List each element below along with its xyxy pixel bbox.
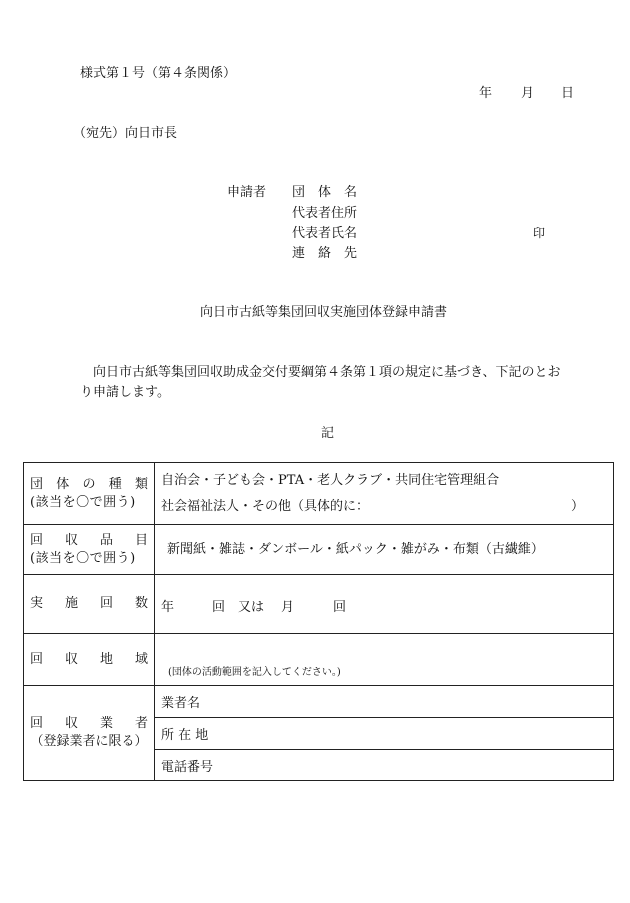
items-label-cell bbox=[24, 525, 155, 575]
vendor-name-cell[interactable] bbox=[155, 686, 614, 718]
items-label: 回収品目 bbox=[30, 532, 148, 548]
seal-mark: 印 bbox=[533, 226, 546, 240]
freq-year: 年 bbox=[161, 600, 175, 615]
org-type-label: 団体の種類 bbox=[30, 476, 148, 492]
vendor-address-cell[interactable] bbox=[155, 718, 614, 750]
vendor-phone-label: 電話番号 bbox=[161, 759, 214, 775]
rep-name-label: 代表者氏名 bbox=[292, 226, 358, 241]
freq-or: 又は bbox=[238, 600, 265, 615]
area-label-cell bbox=[24, 634, 155, 686]
vendor-phone-cell[interactable] bbox=[155, 750, 614, 781]
row-vendor-1 bbox=[24, 686, 614, 718]
registration-table bbox=[23, 462, 614, 781]
form-number: 様式第１号（第４条関係） bbox=[80, 66, 237, 81]
area-note: (団体の活動範囲を記入してください。) bbox=[168, 667, 341, 678]
items-list: 新聞紙・雑誌・ダンボール・紙パック・雑がみ・布類（古繊維） bbox=[167, 541, 544, 557]
org-type-label-cell bbox=[24, 463, 155, 525]
items-note: (該当を〇で囲う) bbox=[30, 550, 136, 566]
document-title: 向日市古紙等集団回収実施団体登録申請書 bbox=[200, 305, 448, 320]
frequency-label-cell bbox=[24, 575, 155, 634]
org-type-options-cell[interactable] bbox=[155, 463, 614, 525]
area-cell[interactable] bbox=[155, 634, 614, 686]
body-line-2: り申請します。 bbox=[80, 385, 170, 400]
vendor-label-cell bbox=[24, 686, 155, 781]
addressee: （宛先）向日市長 bbox=[73, 126, 178, 141]
ki-heading: 記 bbox=[321, 426, 335, 441]
org-type-option-2: 社会福祉法人・その他（具体的に： bbox=[161, 498, 370, 514]
date-year: 年 bbox=[479, 86, 493, 101]
row-area bbox=[24, 634, 614, 686]
body-line-1: 向日市古紙等集団回収助成金交付要綱第４条第１項の規定に基づき、下記のとお bbox=[93, 365, 561, 380]
date-day: 日 bbox=[561, 86, 575, 101]
org-type-option-2-close: ） bbox=[571, 498, 585, 514]
org-name-label: 団 体 名 bbox=[292, 185, 358, 200]
row-frequency bbox=[24, 575, 614, 634]
row-items bbox=[24, 525, 614, 575]
frequency-label: 実施回数 bbox=[30, 596, 148, 611]
applicant-label: 申請者 bbox=[227, 185, 267, 200]
date-month: 月 bbox=[521, 86, 535, 101]
vendor-note: （登録業者に限る） bbox=[30, 734, 148, 749]
freq-times-1: 回 bbox=[212, 600, 226, 615]
area-label: 回収地域 bbox=[30, 651, 148, 667]
vendor-label: 回収業者 bbox=[30, 716, 148, 731]
org-type-note: (該当を〇で囲う) bbox=[30, 494, 136, 510]
org-type-option-1: 自治会・子ども会・PTA・老人クラブ・共同住宅管理組合 bbox=[161, 472, 500, 488]
frequency-cell[interactable] bbox=[155, 575, 614, 634]
vendor-name-label: 業者名 bbox=[161, 696, 201, 711]
row-org-type bbox=[24, 463, 614, 525]
vendor-address-label: 所 在 地 bbox=[161, 728, 209, 743]
rep-address-label: 代表者住所 bbox=[292, 206, 358, 221]
freq-month: 月 bbox=[281, 600, 295, 615]
items-cell[interactable] bbox=[155, 525, 614, 575]
org-type-option-2-line bbox=[161, 498, 613, 516]
contact-label: 連 絡 先 bbox=[292, 246, 358, 261]
freq-times-2: 回 bbox=[333, 600, 347, 615]
